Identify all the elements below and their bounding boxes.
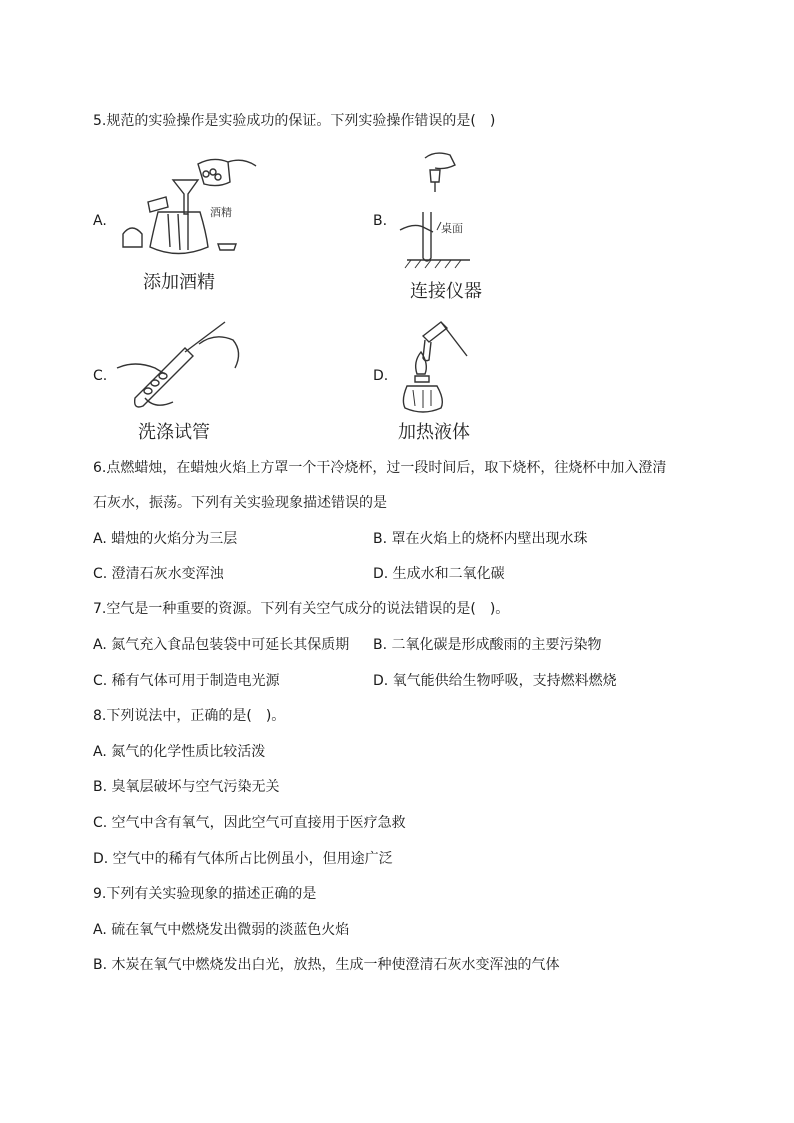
q6-option-c: C. 澄清石灰水变浑浊 [93, 566, 224, 582]
q7-option-d: D. 氧气能供给生物呼吸，支持燃料燃烧 [373, 673, 617, 689]
heating-tube-icon [395, 316, 475, 416]
q5-stem: 5.规范的实验操作是实验成功的保证。下列实验操作错误的是( ) [93, 113, 496, 129]
q5-option-b-caption: 连接仪器 [410, 281, 482, 302]
q5-option-a-letter: A. [93, 213, 107, 229]
q8-option-b: B. 臭氧层破坏与空气污染无关 [93, 779, 280, 795]
q5-option-c-letter: C. [93, 368, 108, 384]
q5-option-d-caption: 加热液体 [398, 422, 470, 443]
q7-option-c: C. 稀有气体可用于制造电光源 [93, 673, 280, 689]
q5-option-d-letter: D. [373, 368, 389, 384]
tube-stopper-icon [395, 150, 485, 270]
q6-stem-line2: 石灰水，振荡。下列有关实验现象描述错误的是 [93, 495, 387, 511]
q5-option-b-letter: B. [373, 213, 388, 229]
q6-option-a: A. 蜡烛的火焰分为三层 [93, 531, 238, 547]
q7-option-a: A. 氮气充入食品包装袋中可延长其保质期 [93, 637, 350, 653]
q9-option-a: A. 硫在氧气中燃烧发出微弱的淡蓝色火焰 [93, 922, 350, 938]
q8-option-a: A. 氮气的化学性质比较活泼 [93, 744, 266, 760]
q7-option-b: B. 二氧化碳是形成酸雨的主要污染物 [373, 637, 602, 653]
q5-option-a-label: 酒精 [210, 206, 232, 219]
q6-stem-line1: 6.点燃蜡烛，在蜡烛火焰上方罩一个干冷烧杯，过一段时间后，取下烧杯，往烧杯中加入澄清 [93, 460, 667, 476]
q6-option-d: D. 生成水和二氧化碳 [373, 566, 505, 582]
q8-option-c: C. 空气中含有氧气，因此空气可直接用于医疗急救 [93, 815, 406, 831]
q7-stem: 7.空气是一种重要的资源。下列有关空气成分的说法错误的是( )。 [93, 601, 510, 617]
q6-option-b: B. 罩在火焰上的烧杯内壁出现水珠 [373, 531, 588, 547]
q8-stem: 8.下列说法中，正确的是( )。 [93, 708, 286, 724]
q5-option-a-caption: 添加酒精 [143, 272, 215, 293]
q5-option-c-caption: 洗涤试管 [138, 422, 210, 443]
test-tube-brush-icon [115, 318, 245, 413]
alcohol-lamp-funnel-icon [118, 152, 268, 267]
q5-option-b-label: 桌面 [441, 222, 463, 235]
q8-option-d: D. 空气中的稀有气体所占比例虽小，但用途广泛 [93, 851, 393, 867]
q9-option-b: B. 木炭在氧气中燃烧发出白光，放热，生成一种使澄清石灰水变浑浊的气体 [93, 957, 560, 973]
q9-stem: 9.下列有关实验现象的描述正确的是 [93, 886, 317, 902]
